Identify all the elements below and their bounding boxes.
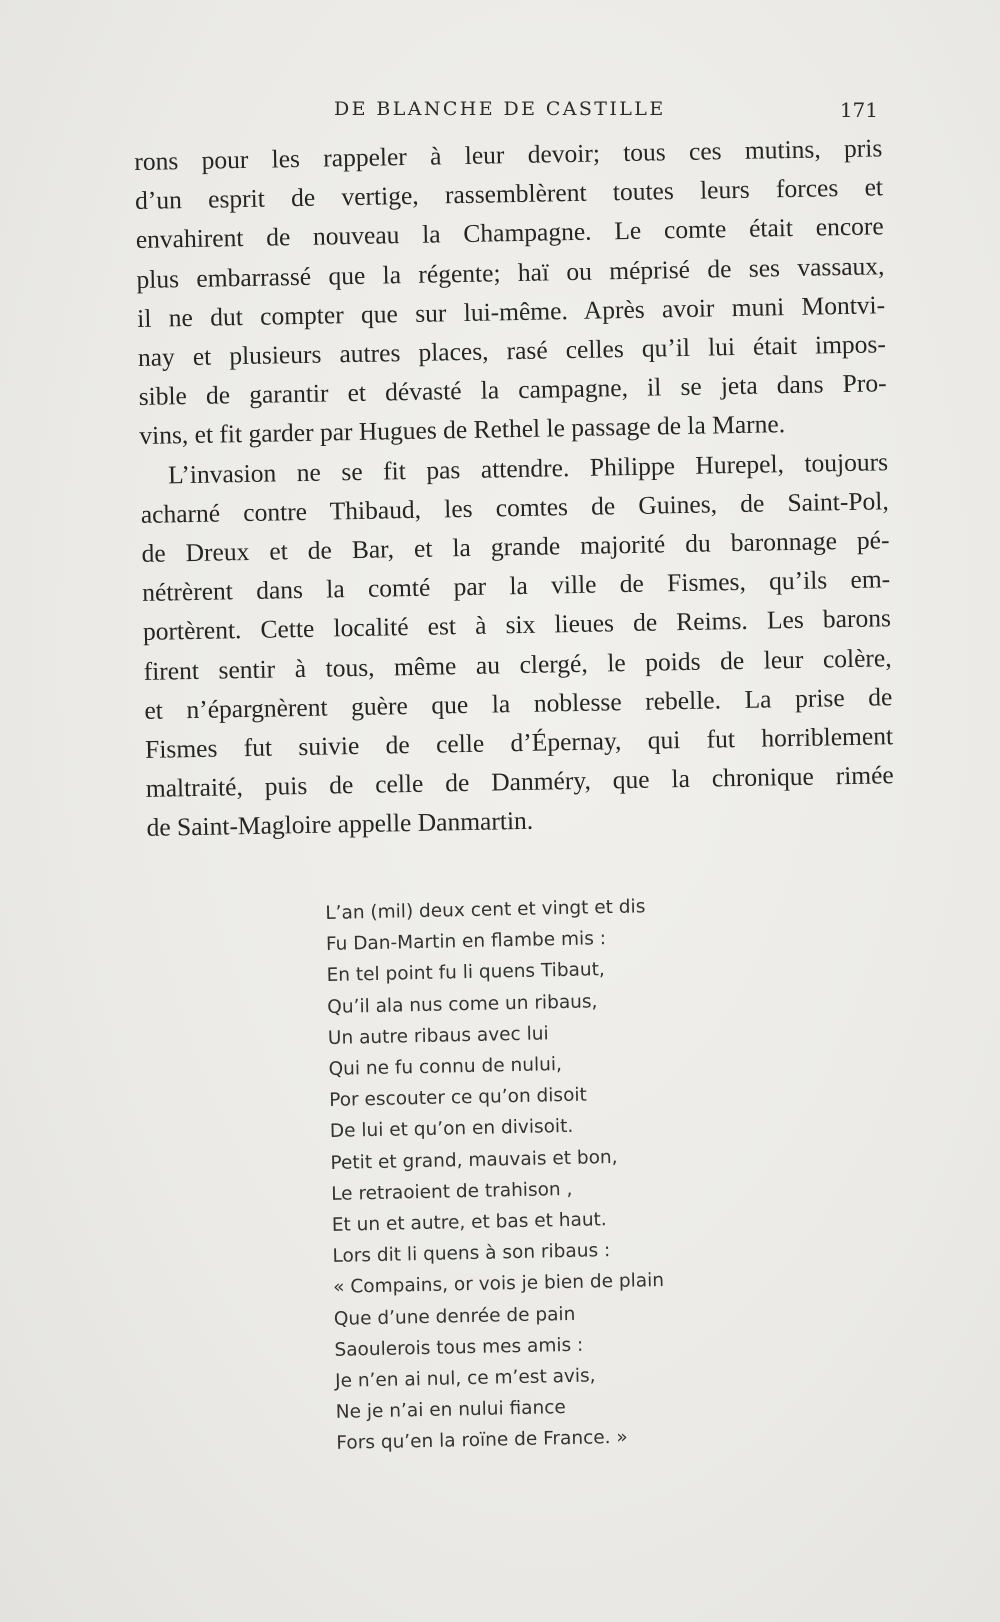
body-line: acharné contre Thibaud, les comtes de Guines, de Saint-Pol, bbox=[140, 486, 889, 529]
body-line: portèrent. Cette localité est à six lieues de Reims. Les barons bbox=[142, 603, 892, 647]
poem-line: Por escouter ce qu’on disoit bbox=[329, 1084, 588, 1112]
body-line: et n’épargnèrent guère que la noblesse rebelle. La prise de bbox=[144, 682, 893, 725]
poem-line: Un autre ribaus avec lui bbox=[327, 1023, 549, 1049]
body-paragraphs bbox=[134, 128, 895, 847]
body-line: vins, et fit garder par Hugues de Rethel le passage de la Marne. bbox=[139, 409, 786, 451]
body-line: nay et plusieurs autres places, rasé celles qu’il lui était impos- bbox=[137, 329, 887, 372]
poem-line: Le retraoient de trahison , bbox=[330, 1178, 573, 1205]
body-line: il ne dut compter que sur lui-même. Après avoir muni Montvi- bbox=[136, 290, 886, 333]
body-line: de Dreux et de Bar, et la grande majorité du baronnage pé- bbox=[141, 525, 890, 568]
poem-line: De lui et qu’on en divisoit. bbox=[329, 1116, 574, 1143]
body-line: L’invasion ne se fit pas attendre. Philippe Hurepel, toujours bbox=[167, 446, 889, 490]
body-line: plus embarrassé que la régente; haï ou méprisé de ses vassaux, bbox=[136, 250, 885, 294]
poem-line: Fu Dan-Martin en flambe mis : bbox=[325, 928, 607, 956]
poem-line: Lors dit li quens à son ribaus : bbox=[332, 1240, 611, 1268]
poem-line: Je n’en ai nul, ce m’est avis, bbox=[334, 1365, 596, 1392]
body-line: sible de garantir et dévasté la campagne, il se jeta dans Pro- bbox=[138, 368, 887, 412]
poem-line: Petit et grand, mauvais et bon, bbox=[330, 1146, 618, 1174]
page-number: 171 bbox=[839, 98, 878, 122]
poem-line: Qui ne fu connu de nului, bbox=[328, 1054, 563, 1080]
body-line: de Saint-Magloire appelle Danmartin. bbox=[146, 806, 534, 843]
poem-line: L’an (mil) deux cent et vingt et dis bbox=[325, 896, 646, 924]
poem-line: Qu’il ala nus come un ribaus, bbox=[327, 990, 598, 1018]
body-line: Fismes fut suivie de celle d’Épernay, qui fut horriblement bbox=[144, 721, 894, 764]
body-line: envahirent de nouveau la Champagne. Le comte était encore bbox=[135, 211, 884, 255]
running-title: DE BLANCHE DE CASTILLE bbox=[334, 98, 666, 120]
poem-line: « Compains, or vois je bien de plain bbox=[332, 1270, 665, 1299]
poem-line: En tel point fu li quens Tibaut, bbox=[326, 959, 605, 987]
poem-line: Saoulerois tous mes amis : bbox=[334, 1334, 584, 1361]
page-header bbox=[334, 98, 878, 128]
body-line: nétrèrent dans la comté par la ville de Fismes, qu’ils em- bbox=[141, 564, 891, 608]
poem-line: Et un et autre, et bas et haut. bbox=[331, 1209, 607, 1236]
poem-line: Que d’une denrée de pain bbox=[333, 1303, 576, 1330]
poem-line: Fors qu’en la roïne de France. » bbox=[336, 1427, 628, 1455]
body-line: firent sentir à tous, même au clergé, le poids de leur colère, bbox=[143, 642, 892, 686]
body-line: maltraité, puis de celle de Danméry, que la chronique rimée bbox=[145, 760, 894, 804]
verse-quotation bbox=[325, 889, 757, 1459]
body-line: d’un esprit de vertige, rassemblèrent toutes leurs forces et bbox=[134, 172, 884, 216]
body-line: rons pour les rappeler à leur devoir; tous ces mutins, pris bbox=[134, 133, 883, 176]
poem-line: Ne je n’ai en nului fiance bbox=[335, 1397, 567, 1424]
